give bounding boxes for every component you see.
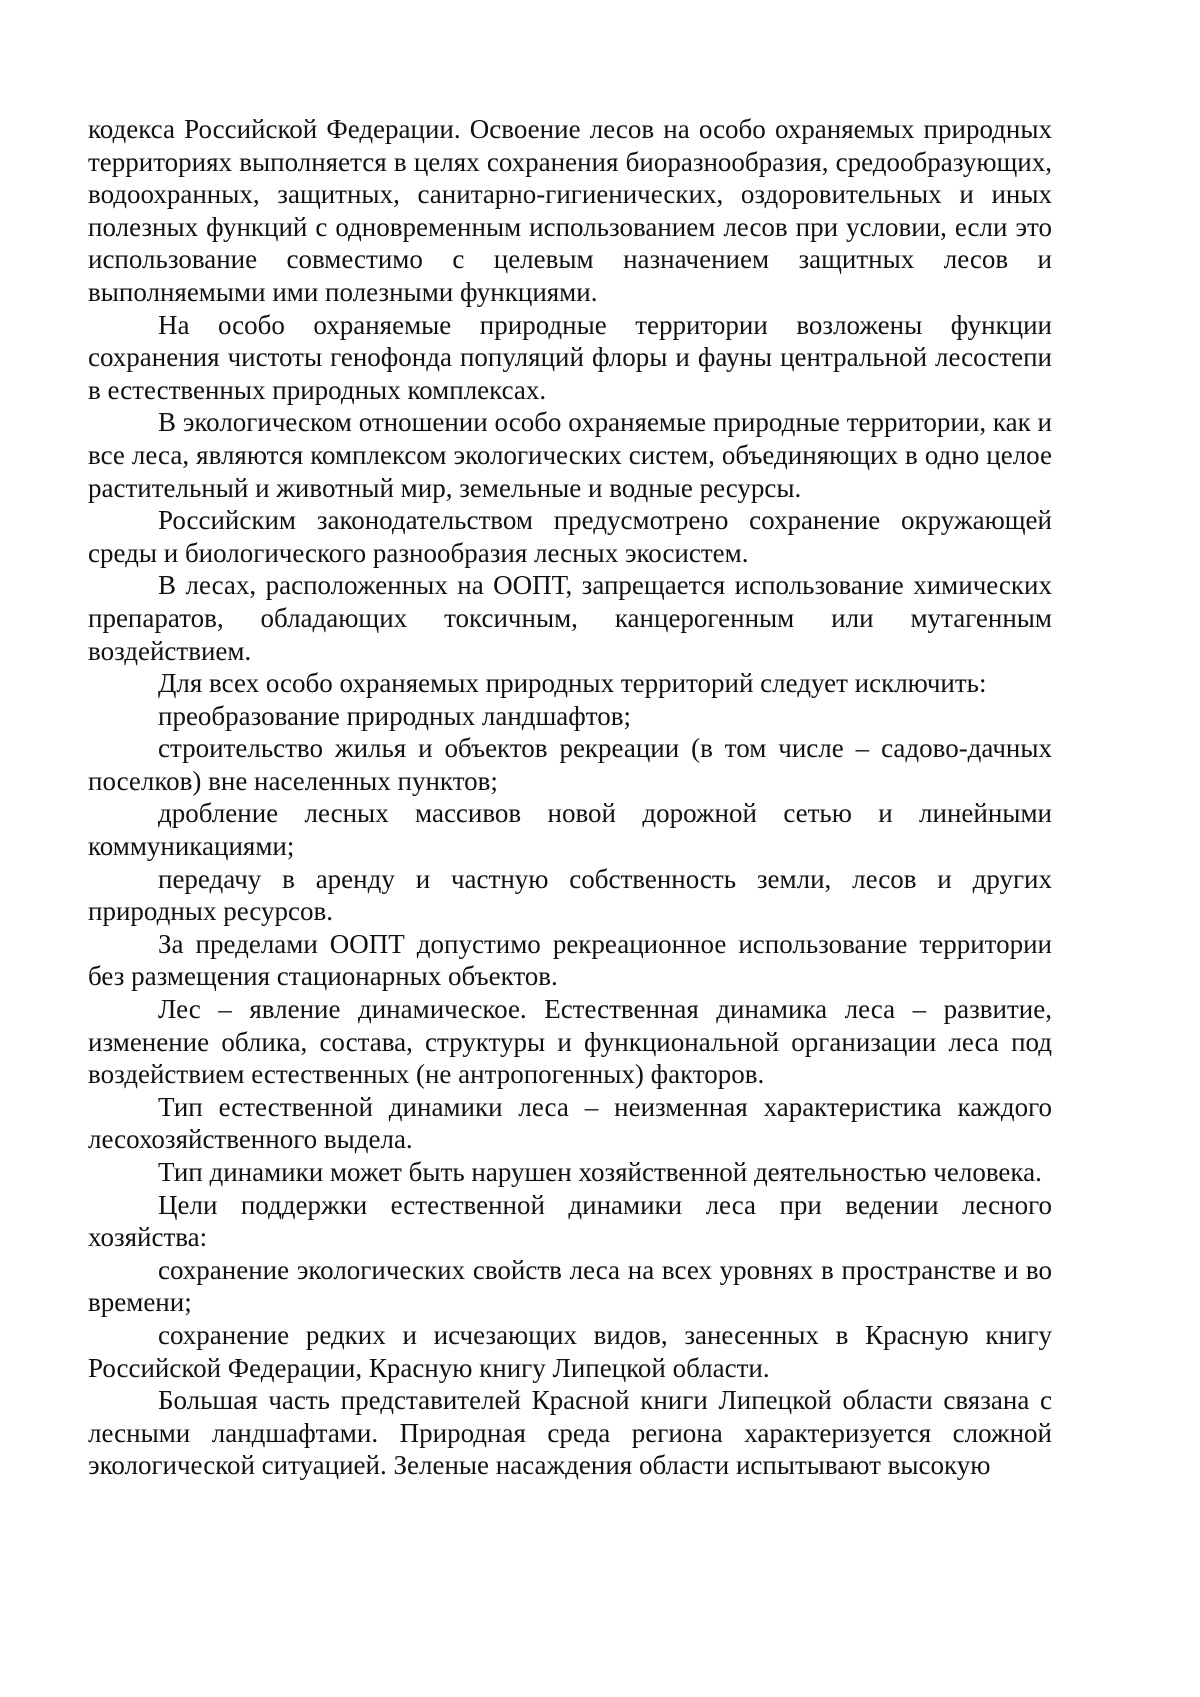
list-item-landscape-transformation: преобразование природных ландшафтов; (158, 700, 631, 731)
document-page (88, 113, 1052, 1482)
paragraph-continuation: кодекса Российской Федерации. Освоение лесов на особо охраняемых природных территориях выполняется в целях сохранения биоразнообразия, средообразующих, водоохранных, защитных, санитарно-гигиенических, оздоровительных и иных полезных функций с одновременным использованием лесов при условии, если это использование совместимо с целевым назначением защитных лесов и выполняемыми ими полезными функциями. (88, 114, 1052, 307)
list-item-construction: строительство жилья и объектов рекреации (в том числе – садово-дачных поселков) вне населенных пунктов; (88, 733, 1052, 796)
paragraph-exclusions-intro: Для всех особо охраняемых природных территорий следует исключить: (158, 668, 987, 699)
paragraph-forest-dynamics: Лес – явление динамическое. Естественная динамика леса – развитие, изменение облика, состава, структуры и функциональной организации леса под воздействием естественных (не антропогенных) факторов. (88, 994, 1052, 1090)
paragraph-recreation: За пределами ООПТ допустимо рекреационное использование территории без размещения стационарных объектов. (88, 928, 1052, 992)
paragraph-chemicals-ban: В лесах, расположенных на ООПТ, запрещается использование химических препаратов, обладающих токсичным, канцерогенным или мутагенным воздействием. (88, 570, 1052, 666)
paragraph-support-goals: Цели поддержки естественной динамики леса при ведении лесного хозяйства: (88, 1189, 1052, 1253)
paragraph-dynamics-type: Тип естественной динамики леса – неизменная характеристика каждого лесохозяйственного выдела. (88, 1091, 1052, 1155)
list-item-lease: передачу в аренду и частную собственность земли, лесов и других природных ресурсов. (88, 863, 1052, 927)
paragraph-oopt-functions: На особо охраняемые природные территории возложены функции сохранения чистоты генофонда популяций флоры и фауны центральной лесостепи в естественных природных комплексах. (88, 309, 1052, 405)
paragraph-legislation: Российским законодательством предусмотрено сохранение окружающей среды и биологического разнообразия лесных экосистем. (88, 505, 1052, 568)
list-item-ecological-properties: сохранение экологических свойств леса на всех уровнях в пространстве и во времени; (88, 1254, 1052, 1318)
list-item-rare-species: сохранение редких и исчезающих видов, занесенных в Красную книгу Российской Федерации, Красную книгу Липецкой области. (88, 1319, 1052, 1383)
paragraph-dynamics-disruption: Тип динамики может быть нарушен хозяйственной деятельностью человека. (158, 1157, 1042, 1187)
list-item-fragmentation: дробление лесных массивов новой дорожной сетью и линейными коммуникациями; (88, 798, 1052, 862)
paragraph-ecological-relation: В экологическом отношении особо охраняемые природные территории, как и все леса, являются комплексом экологических систем, объединяющих в одно целое растительный и животный мир, земельные и водные ресурсы. (88, 407, 1052, 503)
paragraph-red-book: Большая часть представителей Красной книги Липецкой области связана с лесными ландшафтами. Природная среда региона характеризуется сложной экологической ситуацией. Зеленые насаждения области испытывают высокую (88, 1385, 1052, 1481)
